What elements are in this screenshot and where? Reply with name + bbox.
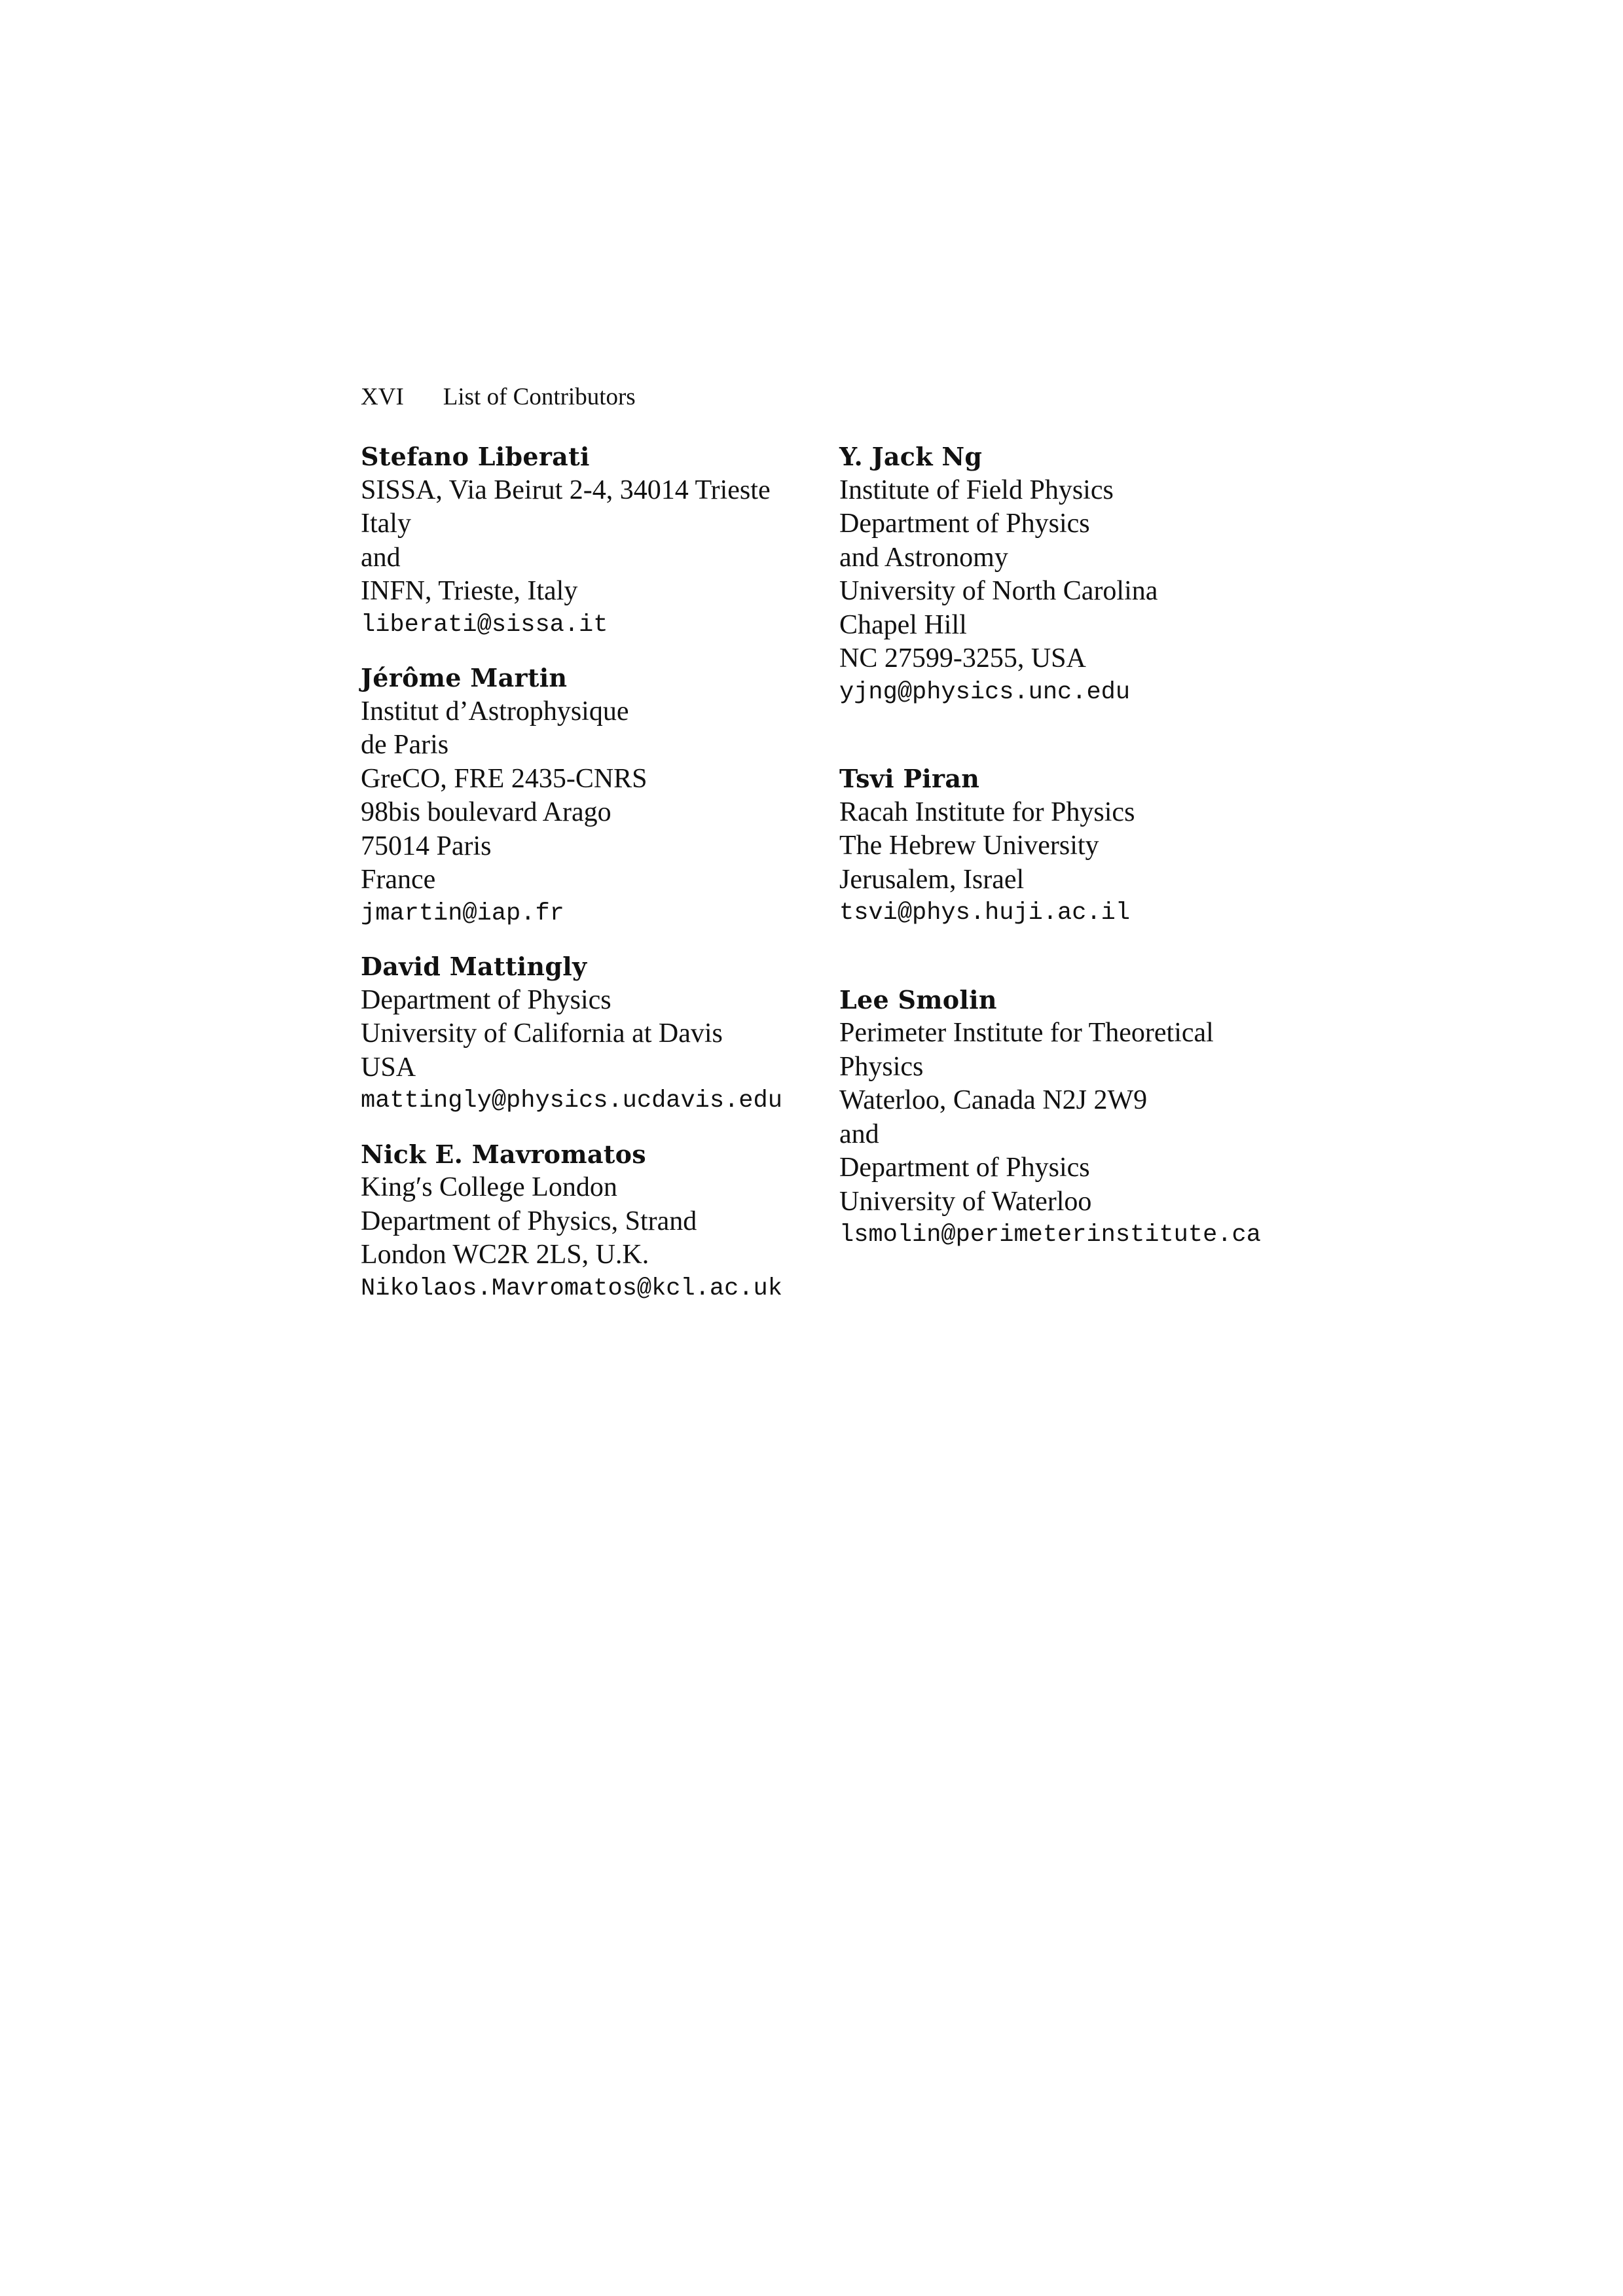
contributor-name: Stefano Liberati (361, 442, 590, 471)
affiliation-line: de Paris (361, 730, 449, 760)
affiliation-line: Department of Physics (839, 1153, 1090, 1183)
affiliation-line: France (361, 865, 436, 895)
affiliation-line: Department of Physics (839, 509, 1090, 539)
affiliation-line: GreCO, FRE 2435-CNRS (361, 763, 647, 794)
contributors-right-column (839, 440, 1298, 1253)
contributor-email: tsvi@phys.huji.ac.il (839, 899, 1131, 927)
running-title: List of Contributors (443, 384, 636, 410)
contributor-email: jmartin@iap.fr (361, 899, 564, 927)
page-number: XVI (361, 384, 404, 410)
contributor-entry (361, 661, 819, 931)
affiliation-line: Racah Institute for Physics (839, 797, 1135, 827)
affiliation-line: University of California at Davis (361, 1018, 723, 1049)
affiliation-line: INFN, Trieste, Italy (361, 576, 578, 606)
contributor-name: Jérôme Martin (361, 663, 568, 692)
contributor-entry (839, 440, 1298, 709)
affiliation-line: The Hebrew University (839, 831, 1099, 861)
affiliation-line: University of North Carolina (839, 576, 1158, 606)
contributor-entry (361, 950, 819, 1119)
affiliation-line: USA (361, 1052, 416, 1083)
contributor-email: lsmolin@perimeterinstitute.ca (839, 1221, 1261, 1249)
affiliation-line: Jerusalem, Israel (839, 864, 1025, 895)
contributor-email: yjng@physics.unc.edu (839, 678, 1131, 706)
contributor-email: Nikolaos.Mavromatos@kcl.ac.uk (361, 1274, 782, 1302)
affiliation-line: Institut d’Astrophysique (361, 696, 629, 726)
contributor-name: Nick E. Mavromatos (361, 1139, 646, 1169)
affiliation-line: University of Waterloo (839, 1186, 1092, 1217)
affiliation-line: London WC2R 2LS, U.K. (361, 1240, 649, 1270)
affiliation-line: Perimeter Institute for Theoretical (839, 1018, 1214, 1048)
affiliation-line: Department of Physics (361, 984, 611, 1015)
affiliation-line: Chapel Hill (839, 609, 967, 640)
affiliation-line: Waterloo, Canada N2J 2W9 (839, 1085, 1148, 1115)
affiliation-line: and (839, 1119, 879, 1149)
affiliation-line: Department of Physics, Strand (361, 1206, 697, 1236)
contributor-email: liberati@sissa.it (361, 611, 608, 639)
contributor-entry (839, 983, 1298, 1253)
contributors-left-column (361, 440, 819, 1306)
contributor-name: Tsvi Piran (839, 764, 980, 793)
affiliation-line: King′s College London (361, 1172, 617, 1202)
contributor-entry (361, 440, 819, 642)
affiliation-line: 98bis boulevard Arago (361, 797, 611, 827)
affiliation-line: 75014 Paris (361, 831, 492, 861)
page-header (361, 381, 636, 414)
affiliation-line: Physics (839, 1051, 924, 1082)
contributor-name: Y. Jack Ng (839, 442, 983, 471)
contributor-entry (839, 762, 1298, 931)
affiliation-line: Institute of Field Physics (839, 475, 1114, 505)
affiliation-line: and (361, 542, 401, 573)
contributor-name: David Mattingly (361, 952, 587, 981)
contributor-email: mattingly@physics.ucdavis.edu (361, 1087, 782, 1115)
affiliation-line: NC 27599-3255, USA (839, 643, 1086, 673)
contributor-entry (361, 1138, 819, 1306)
contributor-name: Lee Smolin (839, 984, 997, 1014)
affiliation-line: and Astronomy (839, 542, 1008, 573)
affiliation-line: SISSA, Via Beirut 2-4, 34014 Trieste (361, 475, 771, 505)
affiliation-line: Italy (361, 509, 411, 539)
